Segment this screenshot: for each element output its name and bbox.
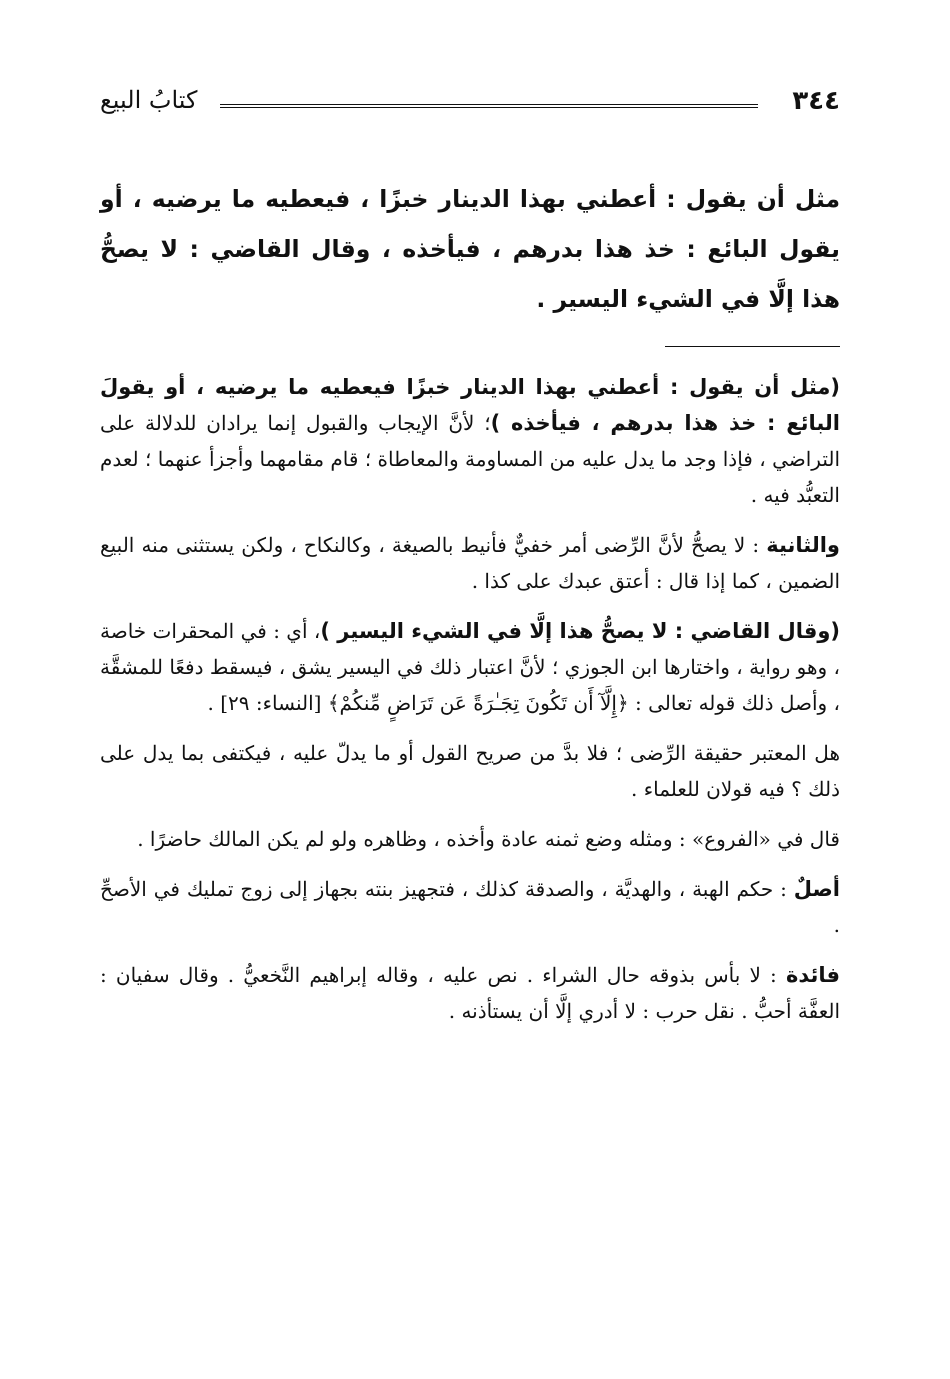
commentary-paragraph xyxy=(100,735,840,807)
commentary-text: ، أي : في المحقرات خاصة ، وهو رواية ، واختارها ابن الجوزي ؛ لأنَّ اعتبار ذلك في اليسير يشق ، فيسقط دفعًا للمشقَّة ، وأصل ذلك قوله تعالى : ﴿إِلَّآ أَن تَكُونَ تِجَـٰرَةً عَن تَرَاضٍ مِّنكُمْ﴾ [النساء: ٢٩] . xyxy=(100,619,840,715)
commentary-text: : لا بأس بذوقه حال الشراء . نص عليه ، وقاله إبراهيم النَّخعيُّ . وقال سفيان : العفَّة أحبُّ . نقل حرب : لا أدري إلَّا أن يستأذنه . xyxy=(100,963,840,1023)
commentary xyxy=(100,369,840,1029)
footnote-divider xyxy=(665,346,840,347)
commentary-bold: فائدة xyxy=(785,963,840,987)
commentary-text: : لا يصحُّ لأنَّ الرِّضى أمر خفيٌّ فأنيط بالصيغة ، وكالنكاح ، ولكن يستثنى منه البيع الضمين ، كما إذا قال : أعتق عبدك على كذا . xyxy=(100,533,840,593)
commentary-text: قال في «الفروع» : ومثله وضع ثمنه عادة وأخذه ، وظاهره ولو لم يكن المالك حاضرًا . xyxy=(137,827,840,851)
header-rule xyxy=(220,104,758,108)
commentary-paragraph xyxy=(100,527,840,599)
commentary-paragraph xyxy=(100,957,840,1029)
commentary-text: : حكم الهبة ، والهديَّة ، والصدقة كذلك ، فتجهيز بنته بجهاز إلى زوج تمليك في الأصحِّ . xyxy=(100,877,840,937)
book-page xyxy=(100,86,840,1346)
page-header xyxy=(100,86,840,126)
commentary-bold: (وقال القاضي : لا يصحُّ هذا إلَّا في الشيء اليسير ) xyxy=(320,619,840,643)
main-text: مثل أن يقول : أعطني بهذا الدينار خبزًا ، فيعطيه ما يرضيه ، أو يقول البائع : خذ هذا بدرهم ، فيأخذه ، وقال القاضي : لا يصحُّ هذا إلَّا في الشيء اليسير . xyxy=(100,185,840,313)
commentary-paragraph xyxy=(100,871,840,943)
commentary-paragraph xyxy=(100,369,840,513)
commentary-bold: أصلٌ xyxy=(793,877,840,901)
commentary-bold: والثانية xyxy=(766,533,840,557)
commentary-text: هل المعتبر حقيقة الرِّضى ؛ فلا بدَّ من صريح القول أو ما يدلّ عليه ، فيكتفى بما يدل على ذلك ؟ فيه قولان للعلماء . xyxy=(100,741,841,801)
commentary-paragraph xyxy=(100,613,840,721)
commentary-paragraph xyxy=(100,821,840,857)
commentary-text: ؛ لأنَّ الإيجاب والقبول إنما يرادان للدلالة على التراضي ، فإذا وجد ما يدل عليه من المساومة والمعاطاة ؛ قام مقامهما وأجزأ عنهما ؛ لعدم التعبُّد فيه . xyxy=(100,411,840,507)
book-title: كتابُ البيع xyxy=(100,86,198,114)
page-number: ٣٤٤ xyxy=(792,86,840,116)
commentary-bold: (مثل أن يقول : أعطني بهذا الدينار خبزًا فيعطيه ما يرضيه ، أو يقولَ البائع : خذ هذا بدرهم ، فيأخذه ) xyxy=(100,375,840,435)
